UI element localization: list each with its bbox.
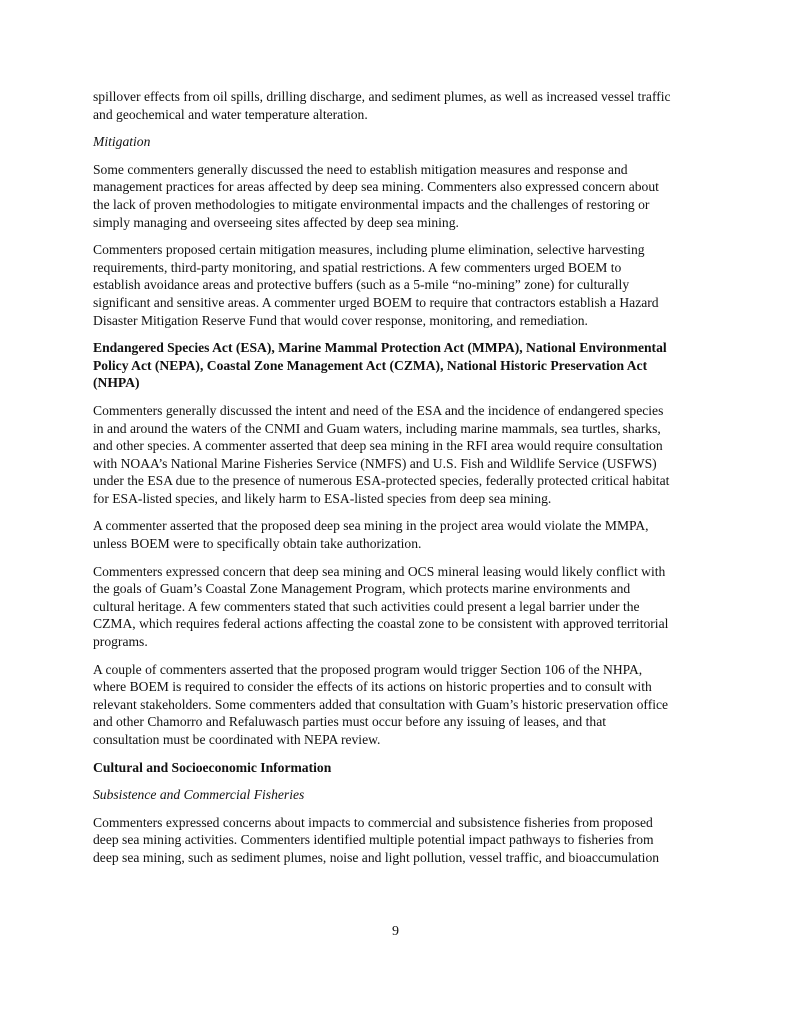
text-line: Mitigation — [93, 134, 151, 150]
text-line: for ESA-listed species, and likely harm to ESA-listed species from deep sea mining. — [93, 490, 552, 506]
paragraph — [93, 402, 713, 508]
text-line: the goals of Guam’s Coastal Zone Management Program, which protects marine environments and — [93, 581, 631, 597]
paragraph — [93, 661, 713, 749]
paragraph — [93, 814, 713, 867]
text-line: Commenters expressed concern that deep sea mining and OCS mineral leasing would likely conflict with — [93, 563, 666, 579]
text-line: Commenters proposed certain mitigation measures, including plume elimination, selective harvesting — [93, 242, 645, 258]
text-line: and other species. A commenter asserted that deep sea mining in the RFI area would require consultation — [93, 438, 663, 454]
text-line: where BOEM is required to consider the effects of its actions on historic properties and to consult with — [93, 679, 652, 695]
text-line: Cultural and Socioeconomic Information — [93, 759, 332, 775]
text-line: Commenters generally discussed the intent and need of the ESA and the incidence of endangered species — [93, 402, 664, 418]
text-line: Subsistence and Commercial Fisheries — [93, 787, 305, 803]
text-line: unless BOEM were to specifically obtain take authorization. — [93, 536, 422, 552]
text-line: Policy Act (NEPA), Coastal Zone Management Act (CZMA), National Historic Preservation Act — [93, 357, 648, 373]
text-line: the lack of proven methodologies to mitigate environmental impacts and the challenges of restoring or — [93, 196, 650, 212]
text-line: spillover effects from oil spills, drilling discharge, and sediment plumes, as well as increased vessel traffic — [93, 89, 671, 104]
text-line: establish avoidance areas and protective buffers (such as a 5-mile “no-mining” zone) for culturally — [93, 277, 630, 293]
text-line: Disaster Mitigation Reserve Fund that would cover response, monitoring, and remediation. — [93, 312, 588, 328]
document-body — [93, 88, 713, 877]
text-line: with NOAA’s National Marine Fisheries Service (NMFS) and U.S. Fish and Wildlife Service (USFWS) — [93, 455, 657, 471]
section-heading — [93, 759, 713, 777]
text-line: consultation must be coordinated with NEPA review. — [93, 732, 381, 747]
subsection-heading — [93, 786, 713, 804]
text-line: programs. — [93, 634, 148, 650]
paragraph — [93, 241, 713, 329]
text-line: requirements, third-party monitoring, and spatial restrictions. A few commenters urged BOEM to — [93, 259, 622, 275]
paragraph — [93, 563, 713, 651]
text-line: relevant stakeholders. Some commenters added that consultation with Guam’s historic preservation office — [93, 696, 669, 712]
text-line: deep sea mining activities. Commenters identified multiple potential impact pathways to fisheries from — [93, 832, 654, 848]
text-line: simply managing and overseeing sites affected by deep sea mining. — [93, 214, 459, 230]
text-line: management practices for areas affected by deep sea mining. Commenters also expressed concern about — [93, 179, 659, 195]
text-line: and other Chamorro and Refaluwasch parties must occur before any issuing of leases, and that — [93, 714, 607, 730]
section-heading — [93, 339, 713, 392]
text-line: Endangered Species Act (ESA), Marine Mammal Protection Act (MMPA), National Environmental — [93, 340, 667, 356]
text-line: CZMA, which requires federal actions affecting the coastal zone to be consistent with approved territorial — [93, 616, 669, 632]
paragraph — [93, 517, 713, 552]
text-line: under the ESA due to the presence of numerous ESA-protected species, federally protected critical habitat — [93, 473, 670, 489]
text-line: and geochemical and water temperature alteration. — [93, 106, 368, 122]
text-line: (NHPA) — [93, 375, 140, 391]
text-line: in and around the waters of the CNMI and Guam waters, including marine mammals, sea turtles, sharks, — [93, 420, 661, 436]
subsection-heading — [93, 133, 713, 151]
text-line: Some commenters generally discussed the need to establish mitigation measures and response and — [93, 161, 628, 177]
page-number: 9 — [392, 924, 399, 939]
text-line: Commenters expressed concerns about impacts to commercial and subsistence fisheries from proposed — [93, 814, 653, 830]
text-line: A couple of commenters asserted that the proposed program would trigger Section 106 of the NHPA, — [93, 661, 643, 677]
paragraph — [93, 88, 713, 123]
text-line: significant and sensitive areas. A commenter urged BOEM to require that contractors establish a Hazard — [93, 294, 659, 310]
paragraph — [93, 161, 713, 231]
text-line: A commenter asserted that the proposed deep sea mining in the project area would violate the MMPA, — [93, 518, 649, 534]
text-line: cultural heritage. A few commenters stated that such activities could present a legal barrier under the — [93, 598, 640, 614]
text-line: deep sea mining, such as sediment plumes, noise and light pollution, vessel traffic, and bioaccumulation — [93, 849, 660, 865]
